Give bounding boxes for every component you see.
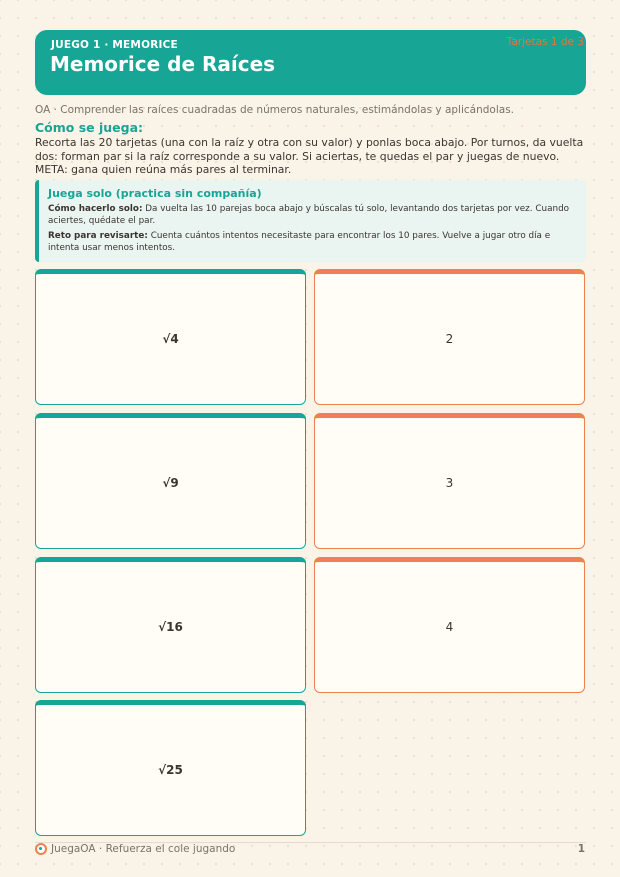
solo-challenge-text: Cuenta cuántos intentos necesitaste para encontrar los 10 pares. Vuelve a jugar otro día e intenta usar menos intentos. xyxy=(48,231,551,253)
page-title: Memorice de Raíces xyxy=(50,52,276,76)
solo-how-label: Cómo hacerlo solo: xyxy=(48,204,143,214)
solo-play-box xyxy=(35,180,586,262)
game-kicker: JUEGO 1 · MEMORICE xyxy=(51,39,178,51)
logo-ring-icon xyxy=(35,843,47,855)
solo-how-text: Da vuelta las 10 parejas boca abajo y búscalas tú solo, levantando dos tarjetas por vez. Cuando aciertes, quédate el par. xyxy=(48,204,570,226)
cards-page-tag: Tarjetas 1 de 3 xyxy=(506,36,584,48)
card-text: 4 xyxy=(445,620,454,634)
solo-challenge-label: Reto para revisarte: xyxy=(48,231,148,241)
solo-how-line xyxy=(48,203,576,227)
card-root-25 xyxy=(35,700,306,836)
card-value-4 xyxy=(314,557,585,693)
card-root-16 xyxy=(35,557,306,693)
card-value-2 xyxy=(314,269,585,405)
card-text: √9 xyxy=(162,476,179,490)
card-text: 3 xyxy=(445,476,454,490)
card-text: √16 xyxy=(158,620,183,634)
page-number: 1 xyxy=(577,843,585,855)
how-to-play-text: Recorta las 20 tarjetas (una con la raíz y otra con su valor) y ponlas boca abajo. Por turnos, da vuelta dos: forman par si la raíz corresponde a su valor. Si aciertas, te quedas el par y juegas de nuevo. META: gana quien reúna más pares al terminar. xyxy=(35,136,584,176)
learning-objective: OA · Comprender las raíces cuadradas de números naturales, estimándolas y aplicándolas. xyxy=(35,104,515,116)
card-text: √4 xyxy=(162,332,179,346)
footer-brand: JuegaOA · Refuerza el cole jugando xyxy=(51,843,236,855)
how-to-play-title: Cómo se juega: xyxy=(35,120,144,135)
solo-play-title: Juega solo (practica sin compañía) xyxy=(48,187,262,200)
card-value-3 xyxy=(314,413,585,549)
card-root-9 xyxy=(35,413,306,549)
solo-challenge-line xyxy=(48,230,576,254)
card-root-4 xyxy=(35,269,306,405)
page-header xyxy=(35,30,586,95)
card-text: √25 xyxy=(158,763,183,777)
card-text: 2 xyxy=(445,332,454,346)
